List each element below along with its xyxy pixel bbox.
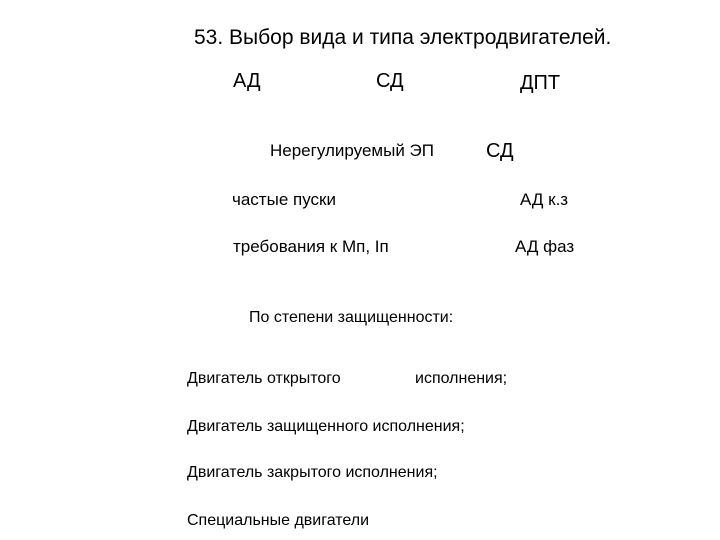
slide-title: 53. Выбор вида и типа электродвигателей. [194, 26, 612, 49]
motor-ad-kz: АД к.з [520, 190, 569, 209]
protection-open-part2: исполнения; [415, 370, 508, 387]
condition-torque-current: требования к Мп, Iп [233, 237, 389, 256]
motor-ad-faz: АД фаз [515, 237, 575, 256]
motor-type-sd: СД [376, 70, 404, 92]
motor-type-ad: АД [233, 70, 261, 92]
protection-closed: Двигатель закрытого исполнения; [187, 464, 438, 481]
condition-frequent-starts: частые пуски [232, 190, 336, 209]
protection-open-part1: Двигатель открытого [187, 370, 341, 387]
unregulated-value: СД [486, 140, 514, 162]
protection-protected: Двигатель защищенного исполнения; [187, 418, 465, 435]
motor-type-dpt: ДПТ [520, 72, 561, 94]
protection-special: Специальные двигатели [187, 512, 370, 529]
unregulated-label: Нерегулируемый ЭП [270, 141, 434, 160]
protection-heading: По степени защищенности: [249, 309, 454, 326]
